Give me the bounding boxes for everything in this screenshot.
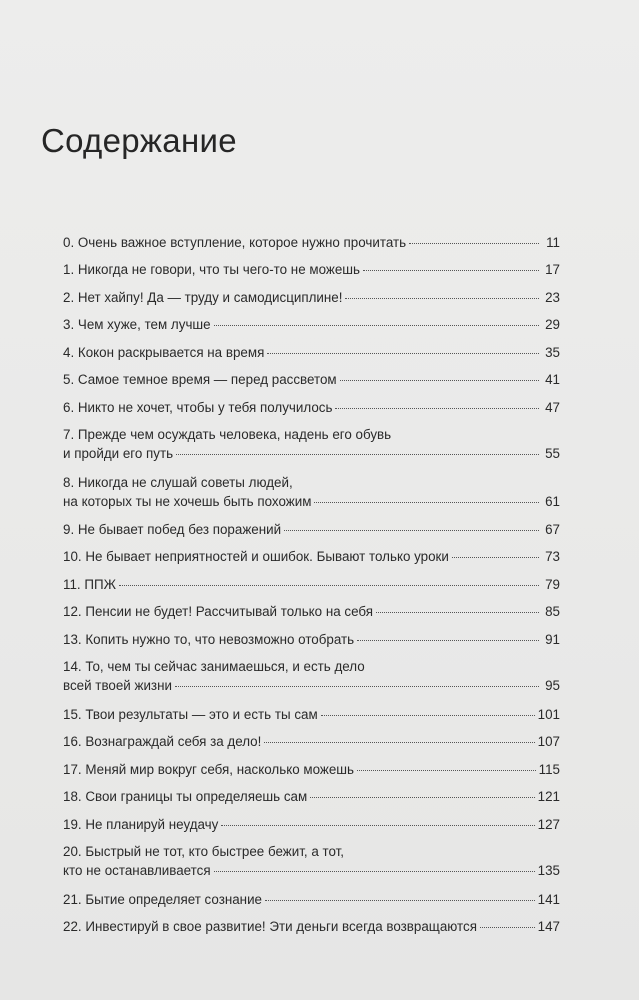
dot-leader — [345, 298, 539, 299]
toc-page-number: 85 — [545, 604, 560, 619]
toc-entry — [63, 815, 560, 834]
dot-leader — [310, 797, 534, 798]
toc-entry — [63, 602, 560, 621]
toc-entry-title: 0. Очень важное вступление, которое нужно прочитать — [63, 235, 407, 250]
toc-entry — [63, 520, 560, 539]
dot-leader — [357, 640, 539, 641]
dot-leader — [480, 927, 535, 928]
toc-page-number: 41 — [545, 372, 560, 387]
toc-entry-title: 19. Не планируй неудачу — [63, 817, 219, 832]
toc-entry — [63, 890, 560, 909]
toc-entry — [63, 233, 560, 252]
dot-leader — [409, 243, 539, 244]
dot-leader — [176, 454, 539, 455]
toc-entry-title: 9. Не бывает побед без поражений — [63, 522, 282, 537]
toc-entry-title: на которых ты не хочешь быть похожим — [63, 494, 312, 509]
toc-page-number: 135 — [537, 863, 560, 878]
dot-leader — [357, 770, 536, 771]
dot-leader — [335, 408, 539, 409]
dot-leader — [264, 742, 534, 743]
toc-entry-title: 4. Кокон раскрывается на время — [63, 345, 265, 360]
toc-page-number: 95 — [545, 678, 560, 693]
toc-page-number: 11 — [546, 235, 560, 250]
toc-entry — [63, 260, 560, 279]
toc-page-number: 147 — [537, 919, 560, 934]
dot-leader — [221, 825, 534, 826]
dot-leader — [119, 585, 539, 586]
toc-entry — [63, 657, 560, 695]
toc-entry-title: 21. Бытие определяет сознание — [63, 892, 263, 907]
toc-page-number: 101 — [537, 707, 560, 722]
toc-page-number: 121 — [537, 789, 560, 804]
dot-leader — [314, 502, 539, 503]
dot-leader — [214, 325, 539, 326]
toc-entry — [63, 288, 560, 307]
dot-leader — [214, 871, 535, 872]
dot-leader — [267, 353, 539, 354]
toc-page-number: 73 — [545, 549, 560, 564]
toc-entry — [63, 575, 560, 594]
toc-page-number: 107 — [537, 734, 560, 749]
dot-leader — [265, 900, 535, 901]
toc-entry-title: 15. Твои результаты — это и есть ты сам — [63, 707, 318, 722]
toc-entry — [63, 425, 560, 463]
toc-entry-title: 17. Меняй мир вокруг себя, насколько можешь — [63, 762, 355, 777]
toc-entry — [63, 473, 560, 511]
toc-entry-title: 22. Инвестируй в свое развитие! Эти деньги всегда возвращаются — [63, 919, 477, 934]
dot-leader — [321, 715, 535, 716]
dot-leader — [363, 270, 539, 271]
toc-entry — [63, 705, 560, 724]
toc-page-number: 67 — [545, 522, 560, 537]
toc-entry-title: 5. Самое темное время — перед рассветом — [63, 372, 337, 387]
dot-leader — [284, 530, 539, 531]
toc-page-number: 115 — [538, 762, 560, 777]
toc-entry-title: всей твоей жизни — [63, 678, 172, 693]
toc-page-number: 29 — [545, 317, 560, 332]
toc-page-number: 79 — [545, 577, 560, 592]
dot-leader — [175, 686, 539, 687]
toc-entry-title: 16. Вознаграждай себя за дело! — [63, 734, 262, 749]
toc-entry-title: 14. То, чем ты сейчас занимаешься, и есть дело — [63, 659, 365, 674]
toc-page-number: 35 — [545, 345, 560, 360]
toc-entry — [63, 343, 560, 362]
toc-entry-title: 12. Пенсии не будет! Рассчитывай только на себя — [63, 604, 374, 619]
toc-entry — [63, 787, 560, 806]
page-title: Содержание — [41, 122, 237, 159]
toc-entry — [63, 917, 560, 936]
toc-entry-title: кто не останавливается — [63, 863, 211, 878]
toc-entry-title: 20. Быстрый не тот, кто быстрее бежит, а тот, — [63, 844, 344, 859]
dot-leader — [340, 380, 539, 381]
toc-entry-title: 13. Копить нужно то, что невозможно отобрать — [63, 632, 355, 647]
toc-page-number: 23 — [545, 290, 560, 305]
dot-leader — [452, 557, 539, 558]
toc-entry — [63, 760, 560, 779]
toc-entry-title: 6. Никто не хочет, чтобы у тебя получилось — [63, 400, 333, 415]
toc-entry-title: 11. ППЖ — [63, 577, 116, 592]
toc-entry-title: 8. Никогда не слушай советы людей, — [63, 475, 293, 490]
toc-entry — [63, 370, 560, 389]
toc-entry — [63, 547, 560, 566]
toc-entry — [63, 630, 560, 649]
toc-page-number: 55 — [545, 446, 560, 461]
toc-page-number: 17 — [545, 262, 560, 277]
toc-entry-title: 7. Прежде чем осуждать человека, надень его обувь — [63, 427, 392, 442]
dot-leader — [376, 612, 539, 613]
toc-page-number: 61 — [545, 494, 560, 509]
toc-entry — [63, 842, 560, 880]
toc-entry — [63, 732, 560, 751]
toc-entry-title: и пройди его путь — [63, 446, 174, 461]
toc-entry-title: 1. Никогда не говори, что ты чего-то не можешь — [63, 262, 360, 277]
toc-entry-title: 18. Свои границы ты определяешь сам — [63, 789, 308, 804]
toc-entry-title: 2. Нет хайпу! Да — труду и самодисциплине! — [63, 290, 343, 305]
toc-entry — [63, 315, 560, 334]
toc-page-number: 141 — [537, 892, 560, 907]
toc-page-number: 47 — [545, 400, 560, 415]
toc-page-number: 127 — [537, 817, 560, 832]
toc-entry — [63, 398, 560, 417]
toc-entry-title: 3. Чем хуже, тем лучше — [63, 317, 211, 332]
toc-entry-title: 10. Не бывает неприятностей и ошибок. Бывают только уроки — [63, 549, 449, 564]
toc-page-number: 91 — [545, 632, 560, 647]
